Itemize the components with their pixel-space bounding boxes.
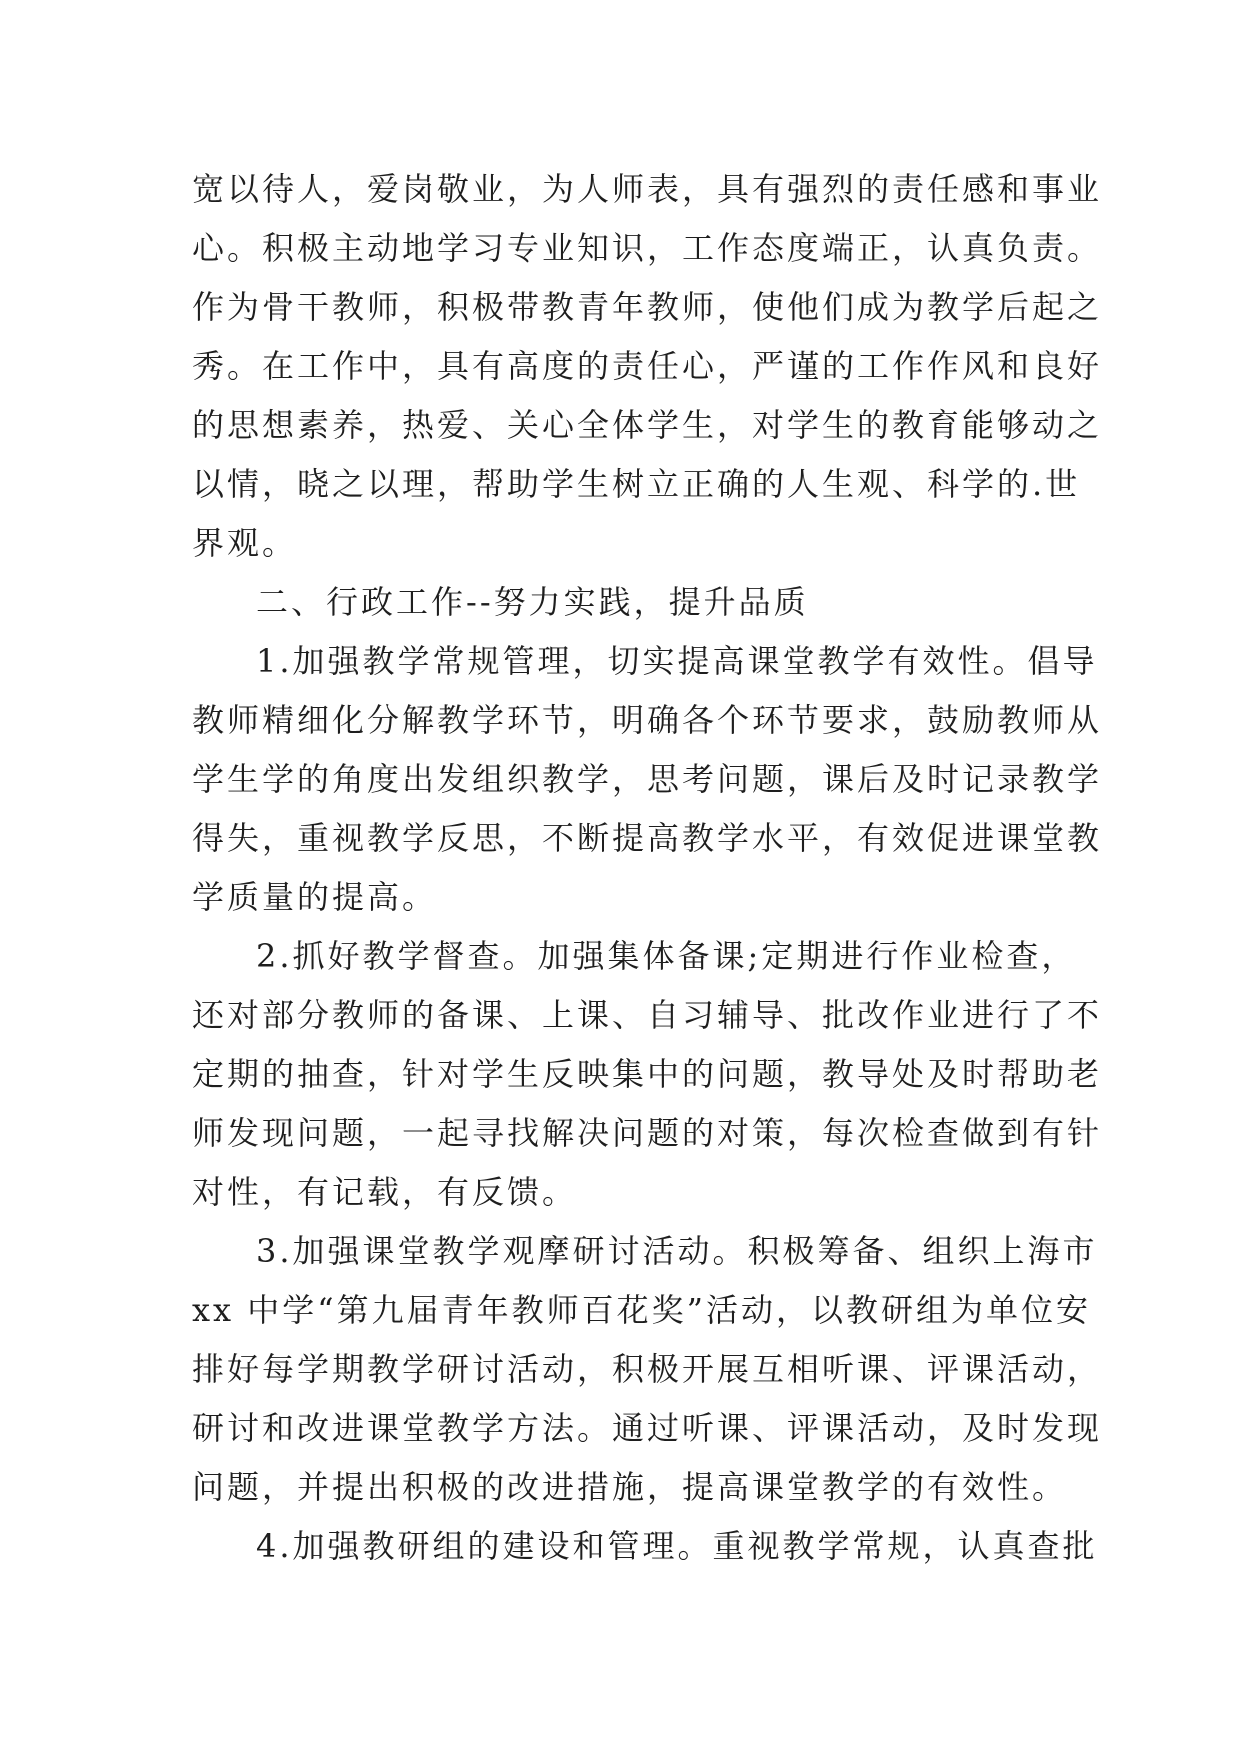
text-line: 2.抓好教学督查。加强集体备课;定期进行作业检查， [256,937,1077,975]
text-line: 作为骨干教师，积极带教青年教师，使他们成为教学后起之 [192,288,1103,326]
text-line: 排好每学期教学研讨活动，积极开展互相听课、评课活动， [192,1350,1103,1388]
text-line: 的思想素养，热爱、关心全体学生，对学生的教育能够动之 [192,406,1103,444]
text-line: 二、行政工作--努力实践，提升品质 [256,583,809,621]
text-line: 师发现问题，一起寻找解决问题的对策，每次检查做到有针 [192,1114,1103,1152]
text-line: 心。积极主动地学习专业知识，工作态度端正，认真负责。 [192,229,1103,267]
text-line: 1.加强教学常规管理，切实提高课堂教学有效性。倡导 [256,642,1098,680]
text-line: xx 中学“第九届青年教师百花奖”活动，以教研组为单位安 [192,1291,1091,1329]
text-line: 宽以待人，爱岗敬业，为人师表，具有强烈的责任感和事业 [192,170,1103,208]
text-line: 还对部分教师的备课、上课、自习辅导、批改作业进行了不 [192,996,1103,1034]
text-line: 研讨和改进课堂教学方法。通过听课、评课活动，及时发现 [192,1409,1103,1447]
text-line: 秀。在工作中，具有高度的责任心，严谨的工作作风和良好 [192,347,1103,385]
text-line: 定期的抽查，针对学生反映集中的问题，教导处及时帮助老 [192,1055,1103,1093]
text-line: 得失，重视教学反思，不断提高教学水平，有效促进课堂教 [192,819,1103,857]
text-line: 教师精细化分解教学环节，明确各个环节要求，鼓励教师从 [192,701,1103,739]
text-line: 对性，有记载，有反馈。 [192,1173,578,1211]
text-line: 问题，并提出积极的改进措施，提高课堂教学的有效性。 [192,1468,1068,1506]
text-line: 界观。 [192,524,298,562]
text-line: 学质量的提高。 [192,878,438,916]
document-body [192,160,1103,1576]
text-line: 3.加强课堂教学观摩研讨活动。积极筹备、组织上海市 [256,1232,1098,1270]
text-line: 学生学的角度出发组织教学，思考问题，课后及时记录教学 [192,760,1103,798]
text-line: 4.加强教研组的建设和管理。重视教学常规，认真查批 [256,1527,1098,1565]
text-line: 以情，晓之以理，帮助学生树立正确的人生观、科学的.世 [192,465,1081,503]
